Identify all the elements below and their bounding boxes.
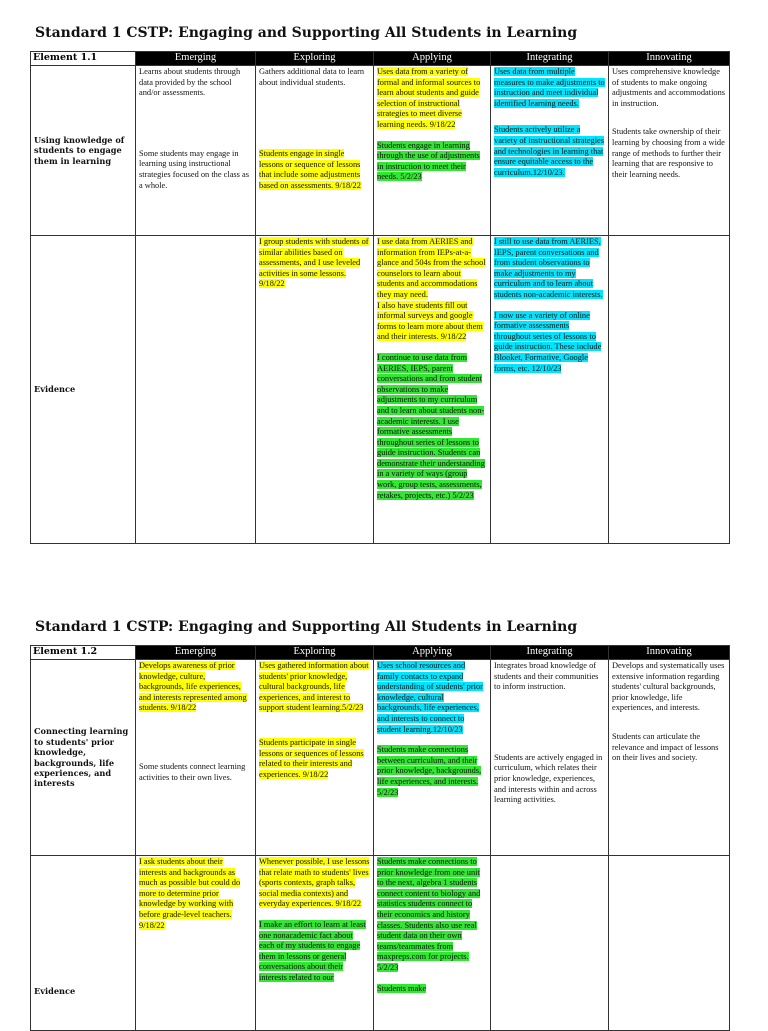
level-header-exploring: Exploring	[256, 646, 374, 660]
student-descriptor-text: Students engage in learning through the use of adjustments in instruction to meet their needs. 5/2/23	[377, 140, 480, 182]
level-header-innovating: Innovating	[609, 646, 730, 660]
evidence-cell	[256, 236, 374, 544]
level-header-applying: Applying	[374, 646, 491, 660]
element-label: Element 1.1	[31, 52, 136, 66]
standard-title-1: Standard 1 CSTP: Engaging and Supporting All Students in Learning	[35, 25, 578, 41]
level-header-emerging: Emerging	[136, 646, 256, 660]
evidence-cell	[256, 856, 374, 1031]
student-descriptor-text: Some students may engage in learning using instructional strategies focused on the class as a whole.	[139, 148, 250, 190]
descriptor-cell	[136, 660, 256, 856]
descriptor-text: Uses comprehensive knowledge of students to make ongoing adjustments and accommodations in instruction.	[612, 67, 726, 108]
standard-title-2: Standard 1 CSTP: Engaging and Supporting All Students in Learning	[35, 619, 578, 635]
evidence-text: I use data from AERIES and information from IEPs-at-a-glance and 504s from the school counselors to learn about students and accommodations they may need.	[377, 237, 486, 299]
evidence-text: Whenever possible, I use lessons that relate math to students' lives (sports contexts, graph talks, social media contexts) and everyday experiences. 9/18/22	[259, 857, 370, 909]
descriptor-cell	[374, 660, 491, 856]
descriptor-text: Uses gathered information about students' prior knowledge, cultural backgrounds, life experiences, and interest to support student learning.5/2/23	[259, 661, 369, 713]
evidence-text: Students make	[377, 983, 427, 993]
evidence-label: Evidence	[31, 856, 136, 1031]
level-header-integrating: Integrating	[491, 52, 609, 66]
element-1-1-table	[30, 51, 730, 544]
student-descriptor-text: Students make connections between curriculum, and their prior knowledge, backgrounds, life experiences, and interests. 5/2/23	[377, 745, 482, 797]
student-descriptor-text: Students take ownership of their learning by choosing from a wide range of methods to further their learning that are responsive to their learning needs.	[612, 127, 725, 179]
descriptor-cell	[609, 660, 730, 856]
level-header-innovating: Innovating	[609, 52, 730, 66]
element-1-2-table	[30, 645, 730, 1031]
evidence-text: Students make connections to prior knowledge from one unit to the next, algebra 1 students connect content to biology and statistics students connect to their economics and history classes. Students also use real student data on their own teams/teammates from maxpreps.com for projects. 5/2/23	[377, 857, 481, 972]
descriptor-cell	[136, 66, 256, 236]
descriptor-text: Uses data from a variety of formal and informal sources to learn about students and guide selection of instructional strategies to meet diverse learning needs. 9/18/22	[377, 67, 481, 129]
descriptor-text: Gathers additional data to learn about individual students.	[259, 67, 365, 87]
evidence-cell	[136, 236, 256, 544]
evidence-text: I group students with students of similar abilities based on assessments, and I use leveled activities in some lessons. 9/18/22	[259, 237, 369, 289]
student-descriptor-text: Students actively utilize a variety of instructional strategies and technologies in learning that ensure equitable access to the curriculum.12/10/23.	[494, 125, 605, 177]
descriptor-text: Integrates broad knowledge of students and their communities to inform instruction.	[494, 661, 599, 692]
descriptor-cell	[256, 660, 374, 856]
evidence-text: I also have students fill out informal surveys and google forms to learn more about them and their interests. 9/18/22	[377, 300, 483, 342]
descriptor-text: Learns about students through data provided by the school and/or assessments.	[139, 67, 241, 98]
evidence-text: I make an effort to learn at least one nonacademic fact about each of my students to engage them in lessons or general conversations about their interests related to our	[259, 919, 366, 982]
descriptor-text: Develops and systematically uses extensive information regarding students' cultural backgrounds, prior knowledge, life experiences, and interests.	[612, 661, 725, 713]
evidence-cell	[374, 856, 491, 1031]
descriptor-text: Uses data from multiple measures to make adjustments to instruction and meet individual identified learning needs.	[494, 67, 605, 108]
student-descriptor-text: Some students connect learning activities to their own lives.	[139, 761, 246, 782]
evidence-label: Evidence	[31, 236, 136, 544]
level-header-integrating: Integrating	[491, 646, 609, 660]
student-descriptor-text: Students engage in single lessons or sequence of lessons that include some adjustments based on assessments. 9/18/22	[259, 149, 361, 190]
level-header-applying: Applying	[374, 52, 491, 66]
student-descriptor-text: Students are actively engaged in curriculum, which relates their prior knowledge, experiences, and interests within and across learning activities.	[494, 752, 603, 805]
evidence-text: I still to use data from AERIES, IEPS, parent conversations and from student observations to make adjustments to my curriculum and to learn about students non-academic interests.	[494, 237, 603, 299]
evidence-cell	[609, 236, 730, 544]
evidence-text: I continue to use data from AERIES, IEPS, parent conversations and from student observations to make adjustments to my curriculum and to learn about students non-academic interests. I use formative assessments throughout series of lessons to guide instruction. Students can demonstrate their understanding in a variety of ways (group work, group tests, assessments, retakes, projects, etc.) 5/2/23	[377, 352, 485, 500]
level-header-exploring: Exploring	[256, 52, 374, 66]
level-header-emerging: Emerging	[136, 52, 256, 66]
evidence-text: I now use a variety of online formative assessments throughout series of lessons to guide instruction. These include Blooket, Formative, Google forms, etc. 12/10/23	[494, 310, 602, 373]
descriptor-cell	[491, 66, 609, 236]
descriptor-cell	[374, 66, 491, 236]
descriptor-cell	[256, 66, 374, 236]
evidence-text: I ask students about their interests and backgrounds as much as possible but could do more to determine prior knowledge by working with before grade-level teachers. 9/18/22	[139, 857, 241, 930]
student-descriptor-text: Students can articulate the relevance and impact of lessons on their lives and society.	[612, 731, 719, 763]
student-descriptor-text: Students participate in single lessons or sequences of lessons related to their interests and experiences. 9/18/22	[259, 737, 364, 779]
descriptor-cell	[609, 66, 730, 236]
evidence-cell	[374, 236, 491, 544]
descriptor-text: Develops awareness of prior knowledge, culture, backgrounds, life experiences, and interests represented among students. 9/18/22	[139, 661, 247, 713]
descriptor-cell	[491, 660, 609, 856]
row-label: Connecting learning to students' prior knowledge, backgrounds, life experiences, and interests	[31, 660, 136, 856]
evidence-cell	[609, 856, 730, 1031]
evidence-cell	[491, 236, 609, 544]
evidence-cell	[136, 856, 256, 1031]
descriptor-text: Uses school resources and family contacts to expand understanding of students' prior knowledge, cultural backgrounds, life experiences, and interests to connect to student learning.12/10/23	[377, 661, 483, 734]
element-label: Element 1.2	[31, 646, 136, 660]
row-label: Using knowledge of students to engage them in learning	[31, 66, 136, 236]
evidence-cell	[491, 856, 609, 1031]
